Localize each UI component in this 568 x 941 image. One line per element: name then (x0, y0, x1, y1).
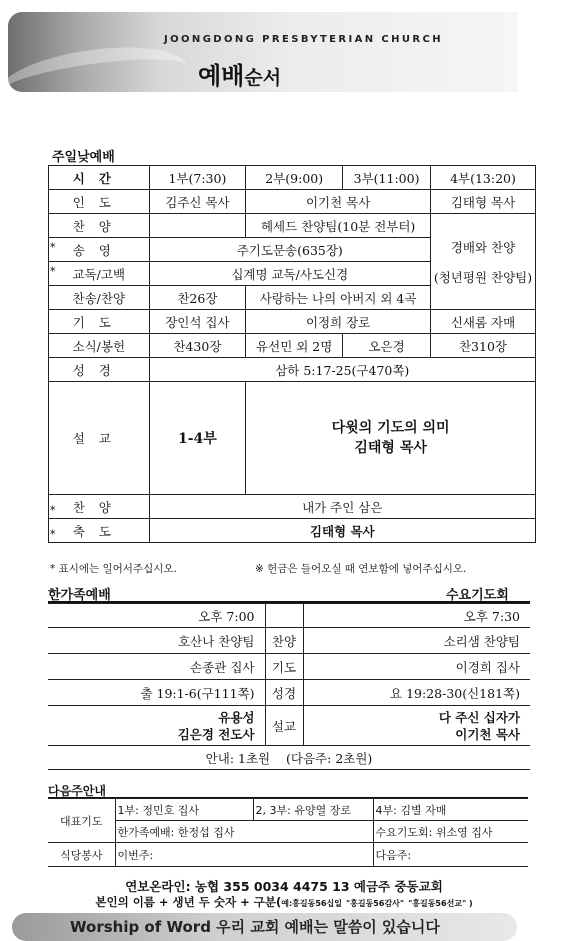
usher-cell: 안내: 1초원 (다음주: 2초원) (48, 746, 530, 770)
cell: 삼하 5:17-25(구470쪽) (149, 358, 535, 382)
row-label: 성경 (49, 358, 150, 382)
cell: 김태형 목사 (149, 519, 535, 543)
row-label: 축도 (49, 519, 150, 543)
sermon-title: 다윗의 기도의 의미 (331, 420, 450, 436)
table-row (49, 519, 536, 543)
cell: 3부(11:00) (343, 166, 431, 190)
table-row (48, 706, 530, 746)
cell: 김태형 목사 (430, 190, 535, 214)
row-label: 인도 (49, 190, 150, 214)
sunday-order-table (48, 165, 536, 543)
cell: 십계명 교독/사도신경 (149, 262, 430, 286)
cell: 4부: 김별 자매 (373, 799, 528, 821)
table-row (49, 190, 536, 214)
cell: 2, 3부: 유양열 장로 (253, 799, 373, 821)
wednesday-section-title: 수요기도회 (446, 588, 509, 603)
note-offering: ※ 헌금은 들어오실 때 연보함에 넣어주십시오. (255, 563, 467, 575)
row-label: 찬양 (49, 495, 150, 519)
row-label: 설교 (49, 382, 150, 495)
cell: 1부: 정민호 집사 (115, 799, 253, 821)
sermon-parts: 1-4부 (149, 382, 246, 495)
cell: 요 19:28-30(신181쪽) (303, 680, 530, 706)
cell: 손종관 집사 (48, 654, 265, 680)
cell: 한가족예배: 한정섭 집사 (115, 821, 373, 843)
cell: 수요기도회: 위소영 집사 (373, 821, 528, 843)
cell: 이경희 집사 (303, 654, 530, 680)
cell: 다음주: (373, 843, 528, 867)
row-label: 찬송/찬양 (49, 286, 150, 310)
cell: 찬310장 (430, 334, 535, 358)
row-label: 소식/봉헌 (49, 334, 150, 358)
cell: 소리샘 찬양팀 (303, 628, 530, 654)
next-week-title: 다음주안내 (48, 784, 106, 798)
family-order-table (48, 603, 530, 770)
cell: 내가 주인 삼은 (149, 495, 535, 519)
cell: 오은경 (343, 334, 431, 358)
sermon-preacher: 김태형 목사 (354, 440, 427, 456)
row-label: 대표기도 (48, 799, 115, 843)
table-row (48, 654, 530, 680)
standing-mark: * (50, 528, 56, 541)
cell: 4부(13:20) (430, 166, 535, 190)
next-week-table (48, 798, 528, 867)
banner-swoosh-decoration (8, 37, 191, 92)
standing-mark: * (50, 241, 56, 254)
cell: 호산나 찬양팀 (48, 628, 265, 654)
cell: 사랑하는 나의 아버지 외 4곡 (246, 286, 431, 310)
cell: 찬26장 (149, 286, 246, 310)
cell: 유선민 외 2명 (246, 334, 343, 358)
online-offering-account: 연보온라인: 농협 355 0034 4475 13 예금주 중동교회 (125, 879, 443, 894)
cell: 이정희 장로 (246, 310, 431, 334)
cell: 찬양 (265, 628, 303, 654)
table-row (49, 495, 536, 519)
table-row (49, 334, 536, 358)
page-title: 예배순서 (198, 62, 282, 90)
table-row (48, 799, 528, 821)
cell: 오후 7:30 (303, 604, 530, 628)
cell: 1부(7:30) (149, 166, 246, 190)
cell (149, 214, 246, 238)
family-sermon-cell: 유용성 김은경 전도사 (48, 706, 265, 746)
cell: 오후 7:00 (48, 604, 265, 628)
cell: 설교 (265, 706, 303, 746)
cell: 신새롬 자매 (430, 310, 535, 334)
family-section-title: 한가족예배 (48, 588, 111, 603)
sunday-section-title: 주일낮예배 (52, 150, 115, 165)
table-row (48, 843, 528, 867)
cell: 김주신 목사 (149, 190, 246, 214)
sermon-title-cell (246, 382, 536, 495)
cell: 기도 (265, 654, 303, 680)
cell: 찬430장 (149, 334, 246, 358)
table-row (49, 166, 536, 190)
standing-mark: * (50, 504, 56, 517)
worship-praise-cell: 경배와 찬양 (청년평원 찬양팀) (430, 214, 535, 310)
standing-mark: * (50, 265, 56, 278)
row-label: 찬양 (49, 214, 150, 238)
offering-naming-rule: 본인의 이름 + 생년 두 숫자 + 구분(예:홍길동56십일 "홍길동56감사" "홍길동56선교" ) (95, 895, 473, 909)
wednesday-sermon-cell: 다 주신 십자가 이기천 목사 (303, 706, 530, 746)
cell: 장인석 집사 (149, 310, 246, 334)
table-row (48, 628, 530, 654)
header-banner (8, 12, 518, 92)
cell: 2부(9:00) (246, 166, 343, 190)
note-standing: * 표시에는 일어서주십시오. (50, 563, 177, 575)
row-label: 기도 (49, 310, 150, 334)
table-row (48, 746, 530, 770)
table-row (48, 821, 528, 843)
cell: 헤세드 찬양팀(10분 전부터) (246, 214, 431, 238)
table-row (49, 382, 536, 495)
cell: 이번주: (115, 843, 373, 867)
table-row (48, 680, 530, 706)
cell: 이기천 목사 (246, 190, 431, 214)
table-row (49, 214, 536, 238)
church-name: JOONGDONG PRESBYTERIAN CHURCH (164, 34, 444, 45)
cell: 출 19:1-6(구111쪽) (48, 680, 265, 706)
cell (265, 604, 303, 628)
table-row (49, 310, 536, 334)
cell: 성경 (265, 680, 303, 706)
row-label: 송영 (49, 238, 150, 262)
row-label: 시간 (49, 166, 150, 190)
footer-banner: Worship of Word 우리 교회 예배는 말씀이 있습니다 (12, 913, 517, 941)
row-label: 교독/고백 (49, 262, 150, 286)
table-row (49, 358, 536, 382)
row-label: 식당봉사 (48, 843, 115, 867)
cell: 주기도문송(635장) (149, 238, 430, 262)
table-row (48, 604, 530, 628)
notes-line (50, 561, 467, 576)
